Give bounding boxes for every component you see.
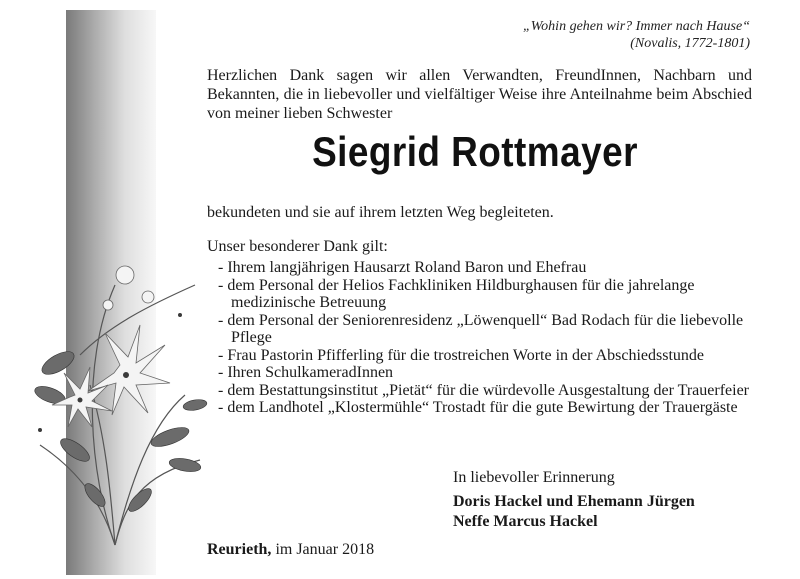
epigraph-text: „Wohin gehen wir? Immer nach Hause“ (523, 19, 750, 34)
place-date (207, 541, 374, 559)
signer-line: Neffe Marcus Hackel (453, 512, 598, 530)
list-item: - Ihrem langjährigen Hausarzt Roland Baron und Ehefrau (218, 259, 758, 277)
intro-paragraph: Herzlichen Dank sagen wir allen Verwandten, FreundInnen, Nachbarn und Bekannten, die in liebevoller und vielfältiger Weise ihre Anteilnahme beim Abschied von meiner lieben Schwester (207, 67, 752, 122)
place-town: Reurieth, (207, 541, 272, 558)
closing-line: In liebevoller Erinnerung (453, 469, 615, 486)
thanks-list (218, 259, 758, 417)
epigraph (523, 18, 750, 52)
signers (453, 492, 695, 531)
signer-line: Doris Hackel und Ehemann Jürgen (453, 493, 695, 510)
list-item: - dem Personal der Seniorenresidenz „Löwenquell“ Bad Rodach für die liebevolle Pflege (218, 312, 758, 347)
deceased-name: Siegrid Rottmayer (312, 128, 638, 175)
epigraph-source: (Novalis, 1772-1801) (630, 36, 750, 51)
list-item: - dem Landhotel „Klostermühle“ Trostadt für die gute Bewirtung der Trauergäste (218, 399, 758, 417)
list-item: - dem Bestattungsinstitut „Pietät“ für die würdevolle Ausgestaltung der Trauerfeier (218, 382, 758, 400)
list-item: - Ihren SchulkameradInnen (218, 364, 758, 382)
list-item: - Frau Pastorin Pfifferling für die trostreichen Worte in der Abschiedsstunde (218, 347, 758, 365)
place-date-text: im Januar 2018 (275, 541, 375, 558)
lily-bouquet-icon (20, 245, 210, 565)
after-name-line: bekundeten und sie auf ihrem letzten Weg begleiteten. (207, 204, 554, 221)
list-item: - dem Personal der Helios Fachkliniken Hildburghausen für die jahrelange medizinische Betreuung (218, 277, 758, 312)
thanks-heading: Unser besonderer Dank gilt: (207, 238, 388, 255)
